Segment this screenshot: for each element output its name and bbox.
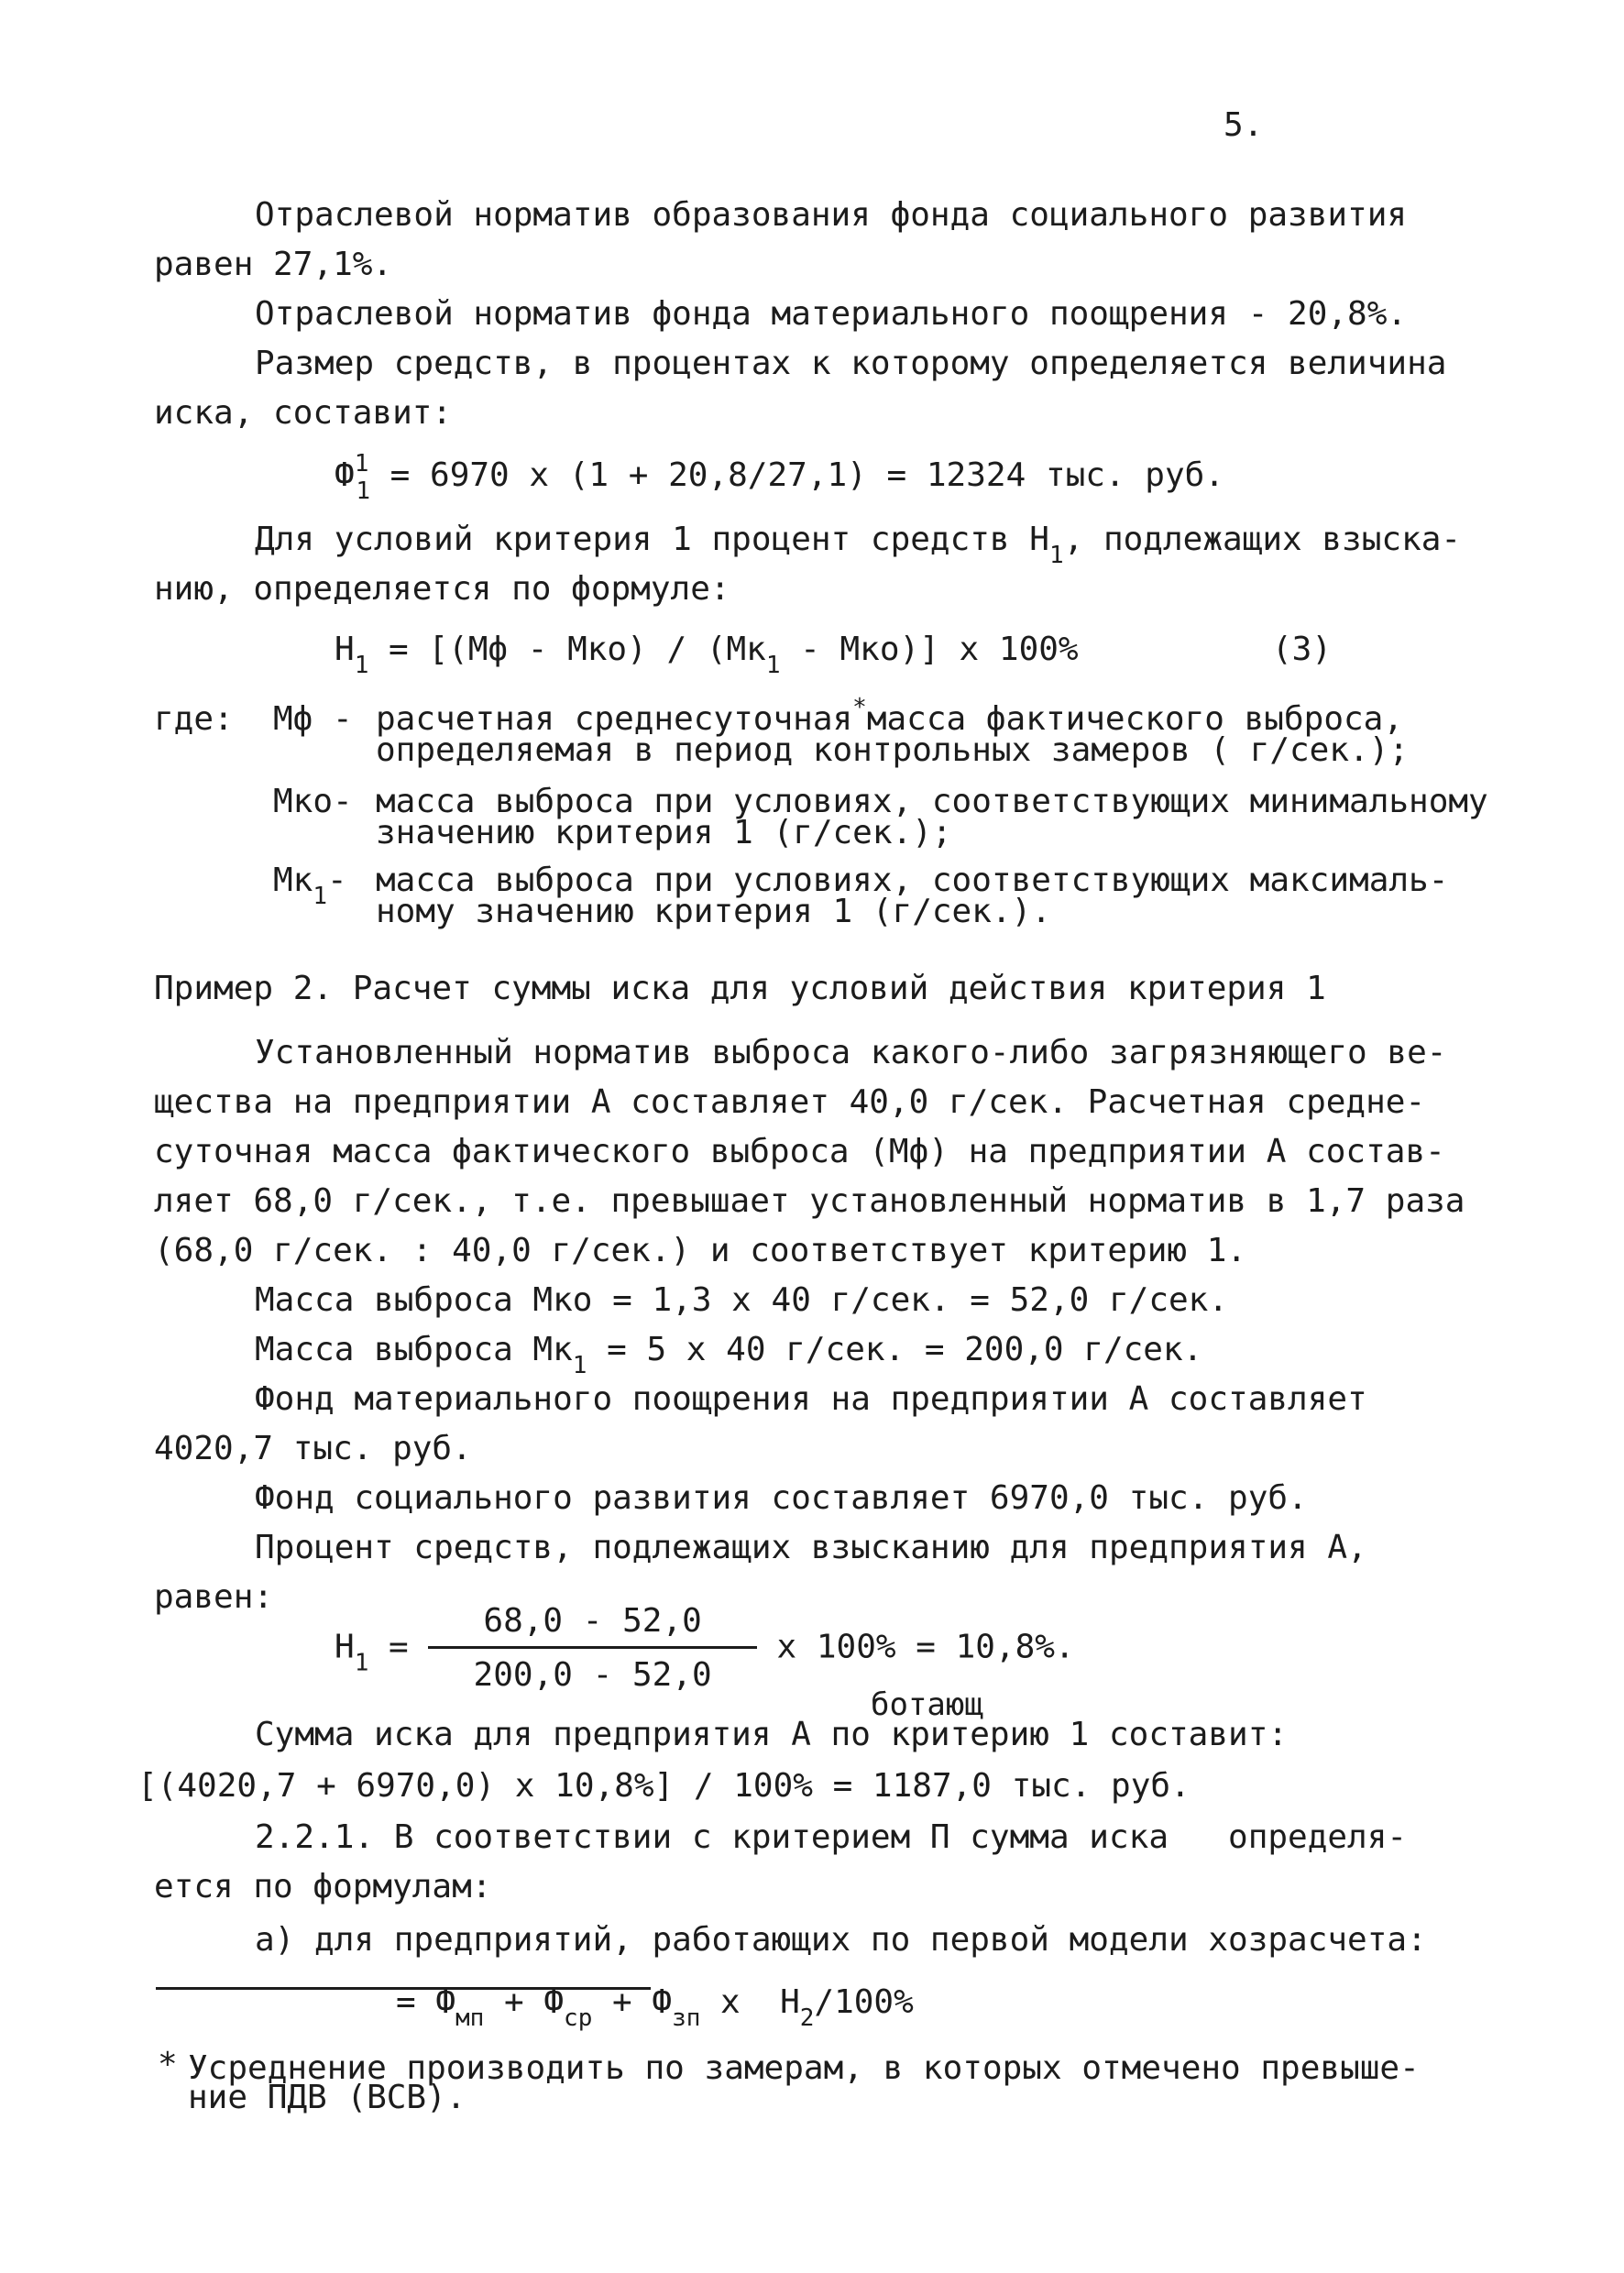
- example-line-2: щества на предприятии А составляет 40,0 г/сек. Расчетная средне-: [154, 1083, 1426, 1121]
- def-mk1-line-1: масса выброса при условиях, соответствующих максималь-: [376, 862, 1449, 899]
- formula-first-model: [396, 1978, 914, 2032]
- def-mk1-term-sub: 1: [313, 883, 328, 910]
- paragraph-funds-size-cont: иска, составит:: [154, 394, 453, 432]
- formula-3-number: (3): [1272, 631, 1333, 668]
- paragraph-criterion-1-percent-cont: нию, определяется по формуле:: [154, 570, 730, 608]
- sum-criterion-1-formula: [(4020,7 + 6970,0) х 10,8%] / 100% = 1187,0 тыс. руб.: [137, 1767, 1191, 1805]
- formula-fm-c: + Ф: [592, 1983, 673, 2021]
- formula-3-h: Н: [335, 631, 355, 668]
- fraction-denominator: 200,0 - 52,0: [473, 1656, 712, 1694]
- formula-3-part-b: - Мко)] х 100%: [780, 631, 1079, 668]
- where-label: где:: [154, 700, 234, 738]
- def-mk1-term: [273, 856, 347, 910]
- example-line-5: (68,0 г/сек. : 40,0 г/сек.) и соответствует критерию 1.: [154, 1232, 1247, 1269]
- formula-fund-total: [335, 450, 1224, 505]
- formula-3-part-a: = [(Мф - Мко) / (Мк: [368, 631, 766, 668]
- def-mko-line-2: значению критерия 1 (г/сек.);: [376, 814, 952, 851]
- formula-h1: Н: [335, 1628, 355, 1666]
- formula-fm-b: + Ф: [484, 1983, 565, 2021]
- formula-fm-sub-zp: зп: [672, 2004, 701, 2032]
- paragraph-funds-size: Размер средств, в процентах к которому определяется величина: [255, 345, 1447, 382]
- def-mf-text-a: расчетная среднесуточная: [376, 700, 853, 738]
- example-percent-cont: равен:: [154, 1578, 274, 1616]
- sum-criterion-1: Сумма иска для предприятия А по критерию 1 составит:: [255, 1716, 1289, 1753]
- paragraph-social-fund-norm: Отраслевой норматив образования фонда социального развития: [255, 196, 1408, 234]
- fraction: [428, 1598, 756, 1698]
- footnote-line-2: ние ПДВ (ВСВ).: [188, 2079, 466, 2116]
- example-percent: Процент средств, подлежащих взысканию для предприятия А,: [255, 1529, 1367, 1566]
- example-mko-mass: Масса выброса Мко = 1,3 х 40 г/сек. = 52,0 г/сек.: [255, 1281, 1229, 1319]
- section-2-2-1-cont: ется по формулам:: [154, 1868, 492, 1905]
- formula-3: [335, 625, 1079, 679]
- paragraph-material-fund-norm: Отраслевой норматив фонда материального поощрения - 20,8%.: [255, 295, 1408, 333]
- formula-fm-a: = Ф: [396, 1983, 456, 2021]
- formula-fm-sub-sr: ср: [564, 2004, 593, 2032]
- page-number: 5.: [1223, 106, 1264, 144]
- formula-fm-e: /100%: [814, 1983, 914, 2021]
- paragraph-criterion-1-percent: [255, 515, 1462, 569]
- def-mf-term: Мф -: [273, 700, 353, 738]
- def-mko-line-1: масса выброса при условиях, соответствующих минимальному: [376, 783, 1488, 820]
- def-mk1-term-dash: -: [327, 862, 347, 899]
- example-mk1-sub: 1: [572, 1352, 587, 1379]
- formula-phi-subscript: 1: [356, 478, 370, 505]
- def-mko-term: Мко-: [273, 783, 353, 820]
- formula-fund-total-rest: = 6970 х (1 + 20,8/27,1) = 12324 тыс. руб.: [370, 456, 1224, 494]
- fraction-numerator: 68,0 - 52,0: [428, 1598, 756, 1649]
- footnote-star: *: [158, 2046, 178, 2083]
- def-mf-text-b: масса фактического выброса,: [866, 700, 1404, 738]
- formula-phi: Ф: [335, 456, 355, 494]
- example-material-fund: Фонд материального поощрения на предприятии А составляет: [255, 1380, 1367, 1418]
- item-a-first-model: а) для предприятий, работающих по первой модели хозрасчета:: [255, 1921, 1427, 1959]
- criterion-1-sub: 1: [1048, 542, 1064, 569]
- example-line-3: суточная масса фактического выброса (Мф) на предприятии А состав-: [154, 1133, 1445, 1170]
- example-line-1: Установленный норматив выброса какого-либо загрязняющего ве-: [255, 1034, 1447, 1071]
- formula-3-h-sub: 1: [354, 652, 369, 679]
- formula-fm-sub-mp: мп: [455, 2004, 485, 2032]
- footnote-line-1: Усреднение производить по замерам, в которых отмечено превыше-: [188, 2049, 1420, 2087]
- def-mf-line-1: [376, 694, 1404, 738]
- formula-phi-superscript: 1: [354, 450, 369, 478]
- def-mk1-line-2: ному значению критерия 1 (г/сек.).: [376, 893, 1051, 930]
- criterion-1-text-a: Для условий критерия 1 процент средств Н: [255, 521, 1049, 558]
- example-line-4: ляет 68,0 г/сек., т.е. превышает установленный норматив в 1,7 раза: [154, 1182, 1465, 1220]
- formula-3-k-sub: 1: [765, 652, 781, 679]
- formula-fm-d: х Н: [700, 1983, 800, 2021]
- example-2-title: Пример 2. Расчет суммы иска для условий действия критерия 1: [154, 970, 1326, 1007]
- example-material-fund-cont: 4020,7 тыс. руб.: [154, 1430, 472, 1467]
- section-2-2-1: 2.2.1. В соответствии с критерием П сумма иска определя-: [255, 1818, 1408, 1856]
- example-mk1-text-b: = 5 х 40 г/сек. = 200,0 г/сек.: [587, 1331, 1203, 1368]
- footnote-divider: [156, 1987, 651, 1990]
- formula-fm-sub-2: 2: [799, 2004, 815, 2032]
- stray-word: ботающ: [871, 1686, 983, 1723]
- footnote-marker: *: [852, 694, 867, 721]
- formula-h1-result: х 100% = 10,8%.: [776, 1628, 1075, 1666]
- criterion-1-text-b: , подлежащих взыска-: [1063, 521, 1462, 558]
- example-mk1-text-a: Масса выброса Мк: [255, 1331, 573, 1368]
- def-mf-line-2: определяемая в период контрольных замеров ( г/сек.);: [376, 731, 1410, 769]
- formula-h1-sub: 1: [354, 1649, 369, 1677]
- example-social-fund: Фонд социального развития составляет 6970,0 тыс. руб.: [255, 1479, 1308, 1517]
- example-mk1-mass: [255, 1325, 1203, 1379]
- def-mk1-term-text: Мк: [273, 862, 313, 899]
- formula-h1-eq: =: [368, 1628, 409, 1666]
- paragraph-social-fund-norm-cont: равен 27,1%.: [154, 246, 393, 283]
